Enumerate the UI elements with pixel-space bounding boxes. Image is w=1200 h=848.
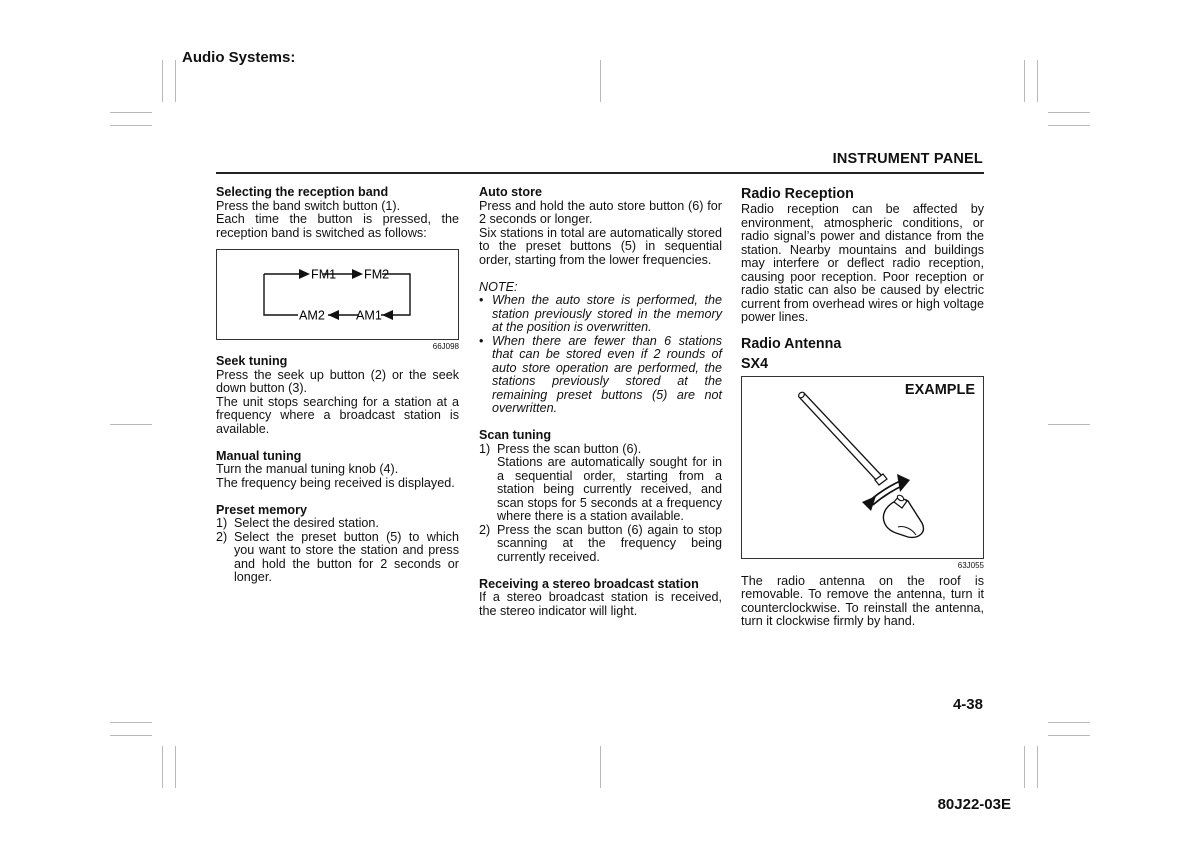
crop-mark xyxy=(175,746,176,788)
crop-mark xyxy=(162,746,163,788)
document-code: 80J22-03E xyxy=(937,796,1011,813)
note-label: NOTE: xyxy=(479,279,518,294)
band-label-fm2: FM2 xyxy=(364,267,390,282)
manual-tuning-text: Turn the manual tuning knob (4). xyxy=(216,462,399,476)
antenna-mast-icon xyxy=(798,391,887,485)
scan-tuning-steps xyxy=(479,443,722,565)
section-title: INSTRUMENT PANEL xyxy=(832,151,983,167)
manual-tuning-text: The frequency being received is displayed. xyxy=(216,475,455,490)
list-item xyxy=(216,531,459,585)
antenna-figure xyxy=(741,376,984,559)
list-item xyxy=(479,524,722,565)
seek-tuning-heading: Seek tuning xyxy=(216,354,288,368)
band-label-am2: AM2 xyxy=(299,308,325,323)
list-number: 2) xyxy=(479,522,491,537)
note-list xyxy=(479,294,722,416)
band-cycle-svg xyxy=(217,250,458,339)
manual-tuning-heading: Manual tuning xyxy=(216,448,302,463)
list-item xyxy=(479,335,722,416)
auto-store-text: Six stations in total are automatically stored to the preset buttons (5) in sequential order, starting from the lower frequencies. xyxy=(479,225,722,267)
list-subtext: Stations are automatically sought for in a sequential order, starting from a station being currently received, and scan stops for 5 seconds at a frequency where there is a station available. xyxy=(497,455,722,523)
radio-reception-heading: Radio Reception xyxy=(741,186,854,202)
radio-reception-text: Radio reception can be affected by environment, atmospheric conditions, or radio signal’s power and distance from the station. Nearby mountains and buildings may interfere or deflect radio reception, causing poor reception. Poor reception or radio static can also be caused by electric current from overhead wires or high voltage power lines. xyxy=(741,202,984,324)
figure-code: 66J098 xyxy=(432,342,459,351)
antenna-illustration xyxy=(742,377,983,558)
crop-mark xyxy=(110,125,152,126)
note-text: When the auto store is performed, the station previously stored in the memory at the position is overwritten. xyxy=(492,293,722,334)
crop-mark xyxy=(1048,722,1090,723)
auto-store-text: Press and hold the auto store button (6) for 2 seconds or longer. xyxy=(479,198,722,226)
band-cycle-diagram xyxy=(216,249,459,340)
crop-mark xyxy=(1037,60,1038,102)
band-label-am1: AM1 xyxy=(356,308,382,323)
column-left xyxy=(216,186,459,585)
crop-mark xyxy=(110,722,152,723)
list-item xyxy=(479,443,722,524)
radio-antenna-text: The radio antenna on the roof is removable. To remove the antenna, turn it counterclockwise. To reinstall the antenna, turn it clockwise firmly by hand. xyxy=(741,573,984,628)
header-rule xyxy=(216,172,984,174)
reception-band-text: Press the band switch button (1). xyxy=(216,198,401,213)
scan-tuning-heading: Scan tuning xyxy=(479,428,552,442)
seek-tuning-text: The unit stops searching for a station at a frequency where a broadcast station is available. xyxy=(216,394,459,436)
stereo-text: If a stereo broadcast station is received, the stereo indicator will light. xyxy=(479,590,722,618)
list-number: 1) xyxy=(479,441,491,456)
list-text: Select the preset button (5) to which you want to store the station and press and hold the button for 2 seconds or longer. xyxy=(234,529,459,584)
model-label: SX4 xyxy=(741,355,769,372)
note-text: When there are fewer than 6 stations that can be stored even if 2 rounds of auto store operation are performed, the stations previously stored at the remaining preset buttons (5) are not overwritten. xyxy=(492,333,722,415)
auto-store-heading: Auto store xyxy=(479,185,542,199)
list-number: 2) xyxy=(216,529,228,544)
preset-memory-steps xyxy=(216,517,459,585)
crop-mark xyxy=(1048,424,1090,425)
radio-antenna-heading: Radio Antenna xyxy=(741,335,842,352)
reception-band-text: Each time the button is pressed, the reception band is switched as follows: xyxy=(216,212,459,240)
crop-mark xyxy=(600,60,601,102)
preset-memory-heading: Preset memory xyxy=(216,502,308,517)
crop-mark xyxy=(175,60,176,102)
running-section-label: Audio Systems: xyxy=(182,49,296,66)
list-item xyxy=(479,294,722,335)
example-label: EXAMPLE xyxy=(904,381,975,398)
crop-mark xyxy=(1037,746,1038,788)
list-text: Press the scan button (6). xyxy=(497,441,642,456)
crop-mark xyxy=(600,746,601,788)
list-number: 1) xyxy=(216,516,228,530)
crop-mark xyxy=(162,60,163,102)
crop-mark xyxy=(1024,60,1025,102)
band-label-fm1: FM1 xyxy=(311,267,337,282)
crop-mark xyxy=(1024,746,1025,788)
column-right xyxy=(741,186,984,629)
list-item xyxy=(216,517,459,531)
stereo-heading: Receiving a stereo broadcast station xyxy=(479,576,699,591)
crop-mark xyxy=(1048,112,1090,113)
crop-mark xyxy=(1048,735,1090,736)
reception-band-heading: Selecting the reception band xyxy=(216,185,389,199)
column-middle xyxy=(479,186,722,618)
crop-mark xyxy=(110,735,152,736)
seek-tuning-text: Press the seek up button (2) or the seek down button (3). xyxy=(216,367,459,395)
list-text: Select the desired station. xyxy=(234,516,379,530)
crop-mark xyxy=(110,424,152,425)
page-number: 4-38 xyxy=(952,696,983,713)
bullet: • xyxy=(479,293,484,307)
figure-code: 63J055 xyxy=(957,560,984,570)
crop-mark xyxy=(1048,125,1090,126)
bullet: • xyxy=(479,333,484,348)
antenna-base-icon xyxy=(883,494,923,537)
crop-mark xyxy=(110,112,152,113)
list-text: Press the scan button (6) again to stop scanning at the frequency being currently received. xyxy=(497,522,722,564)
